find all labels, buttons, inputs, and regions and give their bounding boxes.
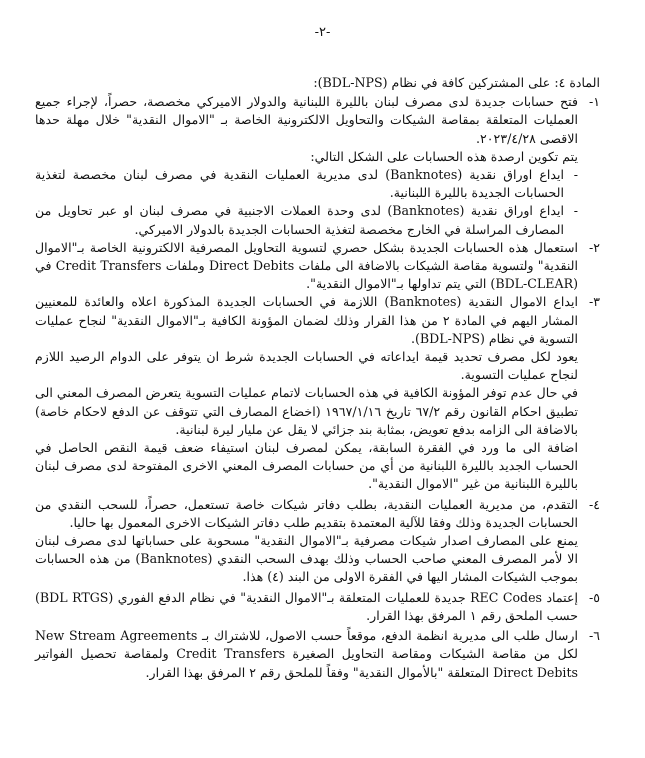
clause-number: ١- bbox=[588, 94, 600, 110]
clause-number: ٢- bbox=[588, 239, 600, 255]
clause-number: ٦- bbox=[588, 628, 600, 644]
clause-paragraph: ايداع الاموال النقدية (Banknotes) اللازمة في الحسابات الجديدة المذكورة اعلاه والعائدة للمعنيين المشار اليهم في المادة ٢ من هذا القرار وذلك لضمان المؤونة الكافية بـ"الاموال النقدية" لنجاح عمليات التسوية في نظام (BDL-NPS). bbox=[35, 294, 578, 346]
clause-5 bbox=[35, 589, 600, 625]
clause-paragraph: ارسال طلب الى مديرية انظمة الدفع، موقعاً حسب الاصول، للاشتراك بـ New Stream Agreements لكل من مقاصة الشيكات ومقاصة التحاويل الصغيرة Credit Transfers ولمقاصة تحصيل الفواتير Direct Debits المتعلقة "بالأموال النقدية" وفقاً للملحق رقم ٢ المرفق بهذا القرار. bbox=[35, 628, 579, 680]
clause-paragraph: يتم تكوين ارصدة هذه الحسابات على الشكل التالي: bbox=[310, 148, 578, 164]
clause-paragraph: فتح حسابات جديدة لدى مصرف لبنان بالليرة اللبنانية والدولار الاميركي مخصصة، حصراً، لإجراء جميع العمليات المتعلقة بمقاصة الشيكات والتحاويل الالكترونية الخاصة بـ "الاموال النقدية" خلال مهلة حدها الاقصى ٢٠٢٣/٤/٢٨. bbox=[35, 94, 578, 146]
clause-4 bbox=[35, 496, 600, 587]
list-item: - ايداع اوراق نقدية (Banknotes) لدى مديرية العمليات النقدية في مصرف لبنان مخصصة لتغذية الحسابات الجديدة بالليرة اللبنانية. bbox=[35, 166, 578, 202]
clause-3 bbox=[35, 293, 600, 493]
clause-paragraph: يعود لكل مصرف تحديد قيمة ايداعاته في الحسابات الجديدة شرط ان يتوفر على الدوام الرصيد اللازم لنجاح عمليات التسوية. bbox=[35, 349, 578, 383]
bullet-text: ايداع اوراق نقدية (Banknotes) لدى وحدة العملات الاجنبية في مصرف لبنان او عبر تحاويل من المصارف المراسلة في الخارج مخصصة لتغذية الحسابات الجديدة بالدولار الاميركي. bbox=[35, 203, 564, 237]
clause-paragraph: إعتماد REC Codes جديدة للعمليات المتعلقة بـ"الاموال النقدية" في نظام الدفع الفوري (BDL RTGS) حسب الملحق رقم ١ المرفق بهذا القرار. bbox=[35, 589, 578, 623]
page-number: -٢- bbox=[314, 25, 331, 40]
bullet-text: ايداع اوراق نقدية (Banknotes) لدى مديرية العمليات النقدية في مصرف لبنان مخصصة لتغذية الحسابات الجديدة بالليرة اللبنانية. bbox=[35, 167, 564, 201]
article-heading: المادة ٤: على المشتركين كافة في نظام (BDL-NPS): bbox=[313, 75, 600, 90]
clause-number: ٥- bbox=[588, 589, 600, 605]
clause-1 bbox=[35, 93, 600, 239]
clause-paragraph: يمنع على المصارف اصدار شيكات مصرفية بـ"الاموال النقدية" مسحوبة على حساباتها لدى مصرف لبنان الا لأمر المصرف المعني صاحب الحساب وذلك بهدف السحب النقدي (Banknotes) من هذه الحسابات بموجب الشيكات المشار اليها في الفقرة الاولى من البند (٤) هذا. bbox=[35, 533, 578, 585]
clause-6 bbox=[35, 627, 600, 682]
document-body bbox=[35, 74, 600, 682]
clause-2 bbox=[35, 239, 600, 294]
list-item: - ايداع اوراق نقدية (Banknotes) لدى وحدة العملات الاجنبية في مصرف لبنان او عبر تحاويل من المصارف المراسلة في الخارج مخصصة لتغذية الحسابات الجديدة بالدولار الاميركي. bbox=[35, 202, 578, 238]
clause-number: ٣- bbox=[588, 294, 600, 310]
clause-paragraph: اضافة الى ما ورد في الفقرة السابقة، يمكن لمصرف لبنان استيفاء ضعف قيمة النقص الحاصل في الحساب الجديد بالليرة اللبنانية من أي من حسابات المصرف المعني الاخرى المفتوحة لدى مصرف لبنان بالليرة اللبنانية من غير "الاموال النقدية". bbox=[35, 440, 578, 492]
clause-number: ٤- bbox=[588, 496, 600, 512]
clause-paragraph: في حال عدم توفر المؤونة الكافية في هذه الحسابات لاتمام عمليات التسوية يتعرض المصرف المعني الى تطبيق احكام القانون رقم ٦٧/٢ تاريخ ١٩٦٧/١/١٦ (اخضاع المصارف التي تتوقف عن الدفع لاحكام خاصة) بالاضافة الى الزامه بدفع تعويض، بمثابة بند جزائي لا يقل عن مليار ليرة لبنانية. bbox=[35, 385, 578, 437]
clause-paragraph: استعمال هذه الحسابات الجديدة بشكل حصري لتسوية التحاويل المصرفية الالكترونية الخاصة بـ"الاموال النقدية" ولتسوية مقاصة الشيكات بالاضافة الى ملفات Direct Debits وملفات Credit Transfers في (BDL-CLEAR) التي يتم تداولها بـ"الاموال النقدية". bbox=[35, 239, 578, 292]
clause-paragraph: التقدم، من مديرية العمليات النقدية، بطلب دفاتر شيكات خاصة تستعمل، حصراً، للسحب النقدي من الحسابات الجديدة وذلك وفقا للآلية المعتمدة بتقديم طلب دفاتر الشيكات الاخرى المعمول بها حاليا. bbox=[35, 496, 578, 530]
